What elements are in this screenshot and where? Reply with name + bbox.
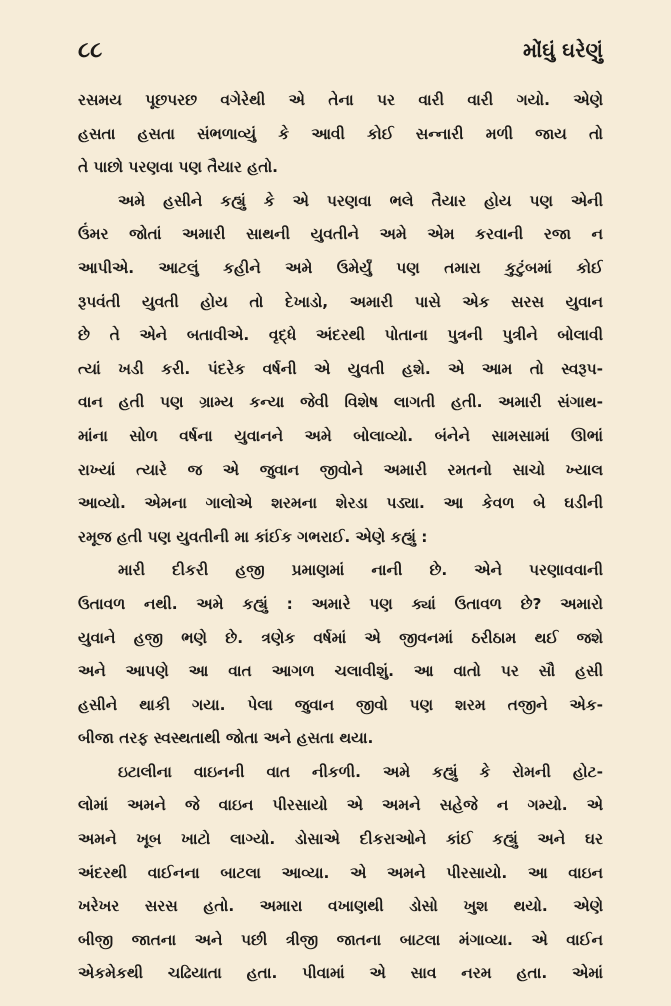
text-line: ઉતાવળ નથી. અમે કહ્યું : અમારે પણ ક્યાં ઉતાવળ છે? અમારો bbox=[78, 594, 603, 613]
text-line: વાન હતી પણ ગ્રામ્ય કન્યા જેવી વિશેષ લાગતી હતી. અમારી સંગાથ- bbox=[78, 393, 603, 412]
text-line: અને આપણે આ વાત આગળ ચલાવીશું. આ વાતો પર સૌ હસી bbox=[78, 662, 603, 681]
text-line: ખરેખર સરસ હતો. અમારા વખાણથી ડોસો ખુશ થયો. એણે bbox=[78, 897, 603, 916]
text-line: બીજી જાતના અને પછી ત્રીજી જાતના બાટલા મંગાવ્યા. એ વાઈન bbox=[78, 930, 603, 949]
text-line: રાખ્યાં ત્યારે જ એ જુવાન જીવોને અમારી રમતનો સાચો ખ્યાલ bbox=[78, 460, 603, 479]
page-body-text bbox=[78, 84, 603, 991]
text-line: યુવાને હજી ભણે છે. ત્રણેક વર્ષમાં એ જીવનમાં ઠરીઠામ થઈ જશે bbox=[78, 628, 603, 647]
text-line: માંના સોળ વર્ષના યુવાનને અમે બોલાવ્યો. બંનેને સામસામાં ઊભાં bbox=[78, 426, 603, 445]
text-line: અંદરથી વાઈનના બાટલા આવ્યા. એ અમને પીરસાયો. આ વાઇન bbox=[78, 863, 603, 882]
text-line: ત્યાં ખડી કરી. પંદરેક વર્ષની એ યુવતી હશે. એ આમ તો સ્વરૂપ- bbox=[78, 359, 603, 378]
text-line: છે તે એને બતાવીએ. વૃદ્ધે અંદરથી પોતાના પુત્રની પુત્રીને બોલાવી bbox=[78, 326, 603, 345]
text-line: ઉંમર જોતાં અમારી સાથની યુવતીને અમે એમ કરવાની રજા ન bbox=[78, 225, 603, 244]
text-line: આપીએ. આટલું કહીને અમે ઉમેર્યું પણ તમારા કુટુંબમાં કોઈ bbox=[78, 258, 603, 277]
text-line: આવ્યો. એમના ગાલોએ શરમના શેરડા પડ્યા. આ કેવળ બે ઘડીની bbox=[78, 494, 603, 513]
text-line: તે પાછો પરણવા પણ તૈયાર હતો. bbox=[78, 158, 279, 177]
text-line: રમૂજ હતી પણ યુવતીની મા કાંઈક ગભરાઈ. એણે કહ્યું : bbox=[78, 527, 428, 546]
text-line: એકમેકથી ચઢિયાતા હતા. પીવામાં એ સાવ નરમ હતા. એમાં bbox=[78, 964, 603, 983]
text-line: હસીને થાકી ગયા. પેલા જુવાન જીવો પણ શરમ તજીને એક- bbox=[78, 695, 603, 714]
text-line: રૂપવંતી યુવતી હોય તો દેખાડો, અમારી પાસે એક સરસ યુવાન bbox=[78, 292, 603, 311]
text-line: ઇટાલીના વાઇનની વાત નીકળી. અમે કહ્યું કે રોમની હોટ- bbox=[118, 762, 603, 781]
text-line: બીજા તરફ સ્વસ્થતાથી જોતા અને હસતા થયા. bbox=[78, 729, 374, 748]
page-number: ૮૮ bbox=[78, 38, 103, 63]
text-line: હસતા હસતા સંભળાવ્યું કે આવી કોઈ સન્નારી મળી જાય તો bbox=[78, 124, 603, 143]
text-line: લોમાં અમને જે વાઇન પીરસાયો એ અમને સહેજે ન ગમ્યો. એ bbox=[78, 796, 603, 815]
text-line: રસમય પૂછપરછ વગેરેથી એ તેના પર વારી વારી ગયો. એણે bbox=[78, 91, 603, 109]
text-line: અમે હસીને કહ્યું કે એ પરણવા ભલે તૈયાર હોય પણ એની bbox=[118, 191, 603, 210]
text-line: મારી દીકરી હજી પ્રમાણમાં નાની છે. એને પરણાવવાની bbox=[118, 561, 603, 580]
running-title: મોંઘું ઘરેણું bbox=[523, 38, 603, 62]
page-header bbox=[78, 38, 603, 63]
text-line: અમને ખૂબ ખાટો લાગ્યો. ડોસાએ દીકરાઓને કાંઈ કહ્યું અને ઘર bbox=[78, 830, 603, 849]
